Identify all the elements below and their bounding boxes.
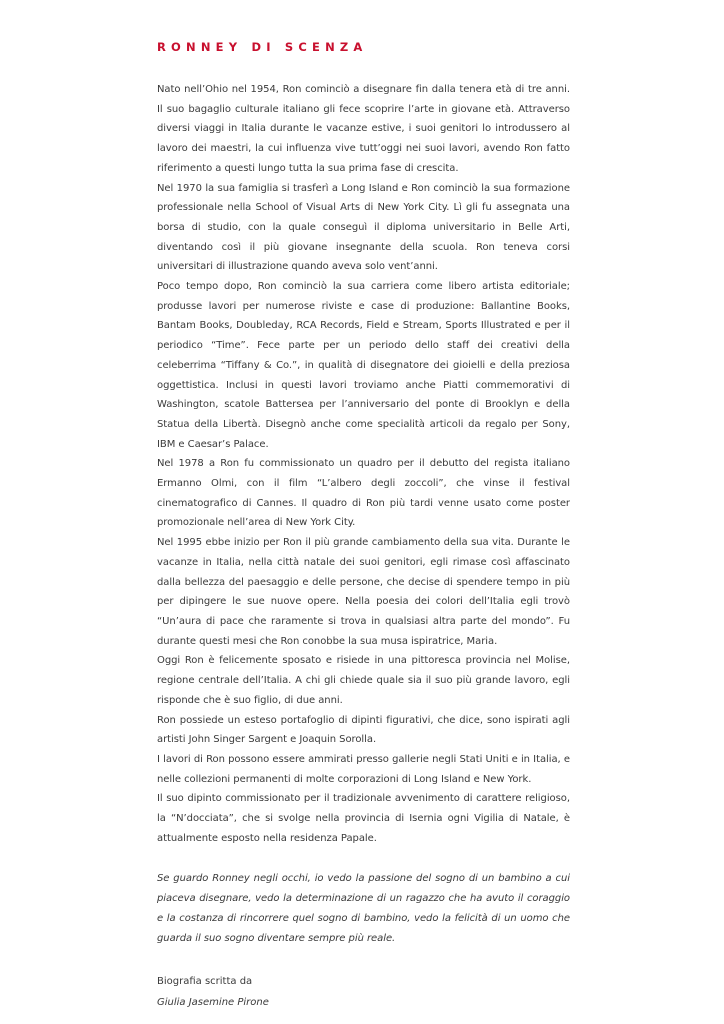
closing-quote: Se guardo Ronney negli occhi, io vedo la passione del sogno di un bambino a cui piaceva disegnare, vedo la determinazione di un ragazzo che ha avuto il coraggio e la costanza di rincorrere quel sogno di bambino, vedo la felicità di un uomo che guarda il suo sogno diventare sempre più reale. bbox=[157, 873, 570, 945]
bio-paragraph-5: Nel 1995 ebbe inizio per Ron il più grande cambiamento della sua vita. Durante le vacanze in Italia, nella città natale dei suoi genitori, egli rimase così affascinato dalla bellezza del paesaggio e delle persone, che decise di spendere tempo in più per dipingere le sue nuove opere. Nella poesia dei colori dell’Italia egli trovò “Un’aura di pace che raramente si trova in qualsiasi altra parte del mondo”. Fu durante questi mesi che Ron conobbe la sua musa ispiratrice, Maria. bbox=[157, 537, 570, 647]
document-page bbox=[157, 40, 570, 1013]
author-credit bbox=[157, 971, 570, 1013]
bio-paragraph-7: Ron possiede un esteso portafoglio di dipinti figurativi, che dice, sono ispirati agli artisti John Singer Sargent e Joaquin Sorolla. bbox=[157, 714, 570, 746]
bio-paragraph-9: Il suo dipinto commissionato per il tradizionale avvenimento di carattere religioso, la “N’docciata”, che si svolge nella provincia di Isernia ogni Vigilia di Natale, è attualmente esposto nella residenza Papale. bbox=[157, 793, 570, 844]
credit-author: Giulia Jasemine Pirone bbox=[157, 997, 269, 1009]
bio-paragraph-3: Poco tempo dopo, Ron cominciò la sua carriera come libero artista editoriale; produsse lavori per numerose riviste e case di produzione: Ballantine Books, Bantam Books, Doubleday, RCA Records, Field e Stream, Sports Illustrated e per il periodico “Time”. Fece parte per un periodo dello staff dei creativi della celeberrima “Tiffany & Co.”, in qualità di disegnatore dei gioielli e della preziosa oggettistica. Inclusi in questi lavori troviamo anche Piatti commemorativi di Washington, scatole Battersea per l’anniversario del ponte di Brooklyn e della Statua della Libertà. Disegnò anche come specialità articoli da regalo per Sony, IBM e Caesar’s Palace. bbox=[157, 281, 570, 450]
page-title: RONNEY DI SCENZA bbox=[157, 40, 368, 54]
credit-label: Biografia scritta da bbox=[157, 976, 253, 988]
biography-body bbox=[157, 80, 570, 848]
bio-paragraph-8: I lavori di Ron possono essere ammirati presso gallerie negli Stati Uniti e in Italia, e nelle collezioni permanenti di molte corporazioni di Long Island e New York. bbox=[157, 753, 570, 785]
bio-paragraph-4: Nel 1978 a Ron fu commissionato un quadro per il debutto del regista italiano Ermanno Olmi, con il film “L’albero degli zoccoli”, che vinse il festival cinematografico di Cannes. Il quadro di Ron più tardi venne usato come poster promozionale nell’area di New York City. bbox=[157, 458, 570, 529]
bio-paragraph-2: Nel 1970 la sua famiglia si trasferì a Long Island e Ron cominciò la sua formazione professionale nella School of Visual Arts di New York City. Lì gli fu assegnata una borsa di studio, con la quale conseguì il diploma universitario in Belle Arti, diventando così il più giovane insegnante della scuola. Ron teneva corsi universitari di illustrazione quando aveva solo vent’anni. bbox=[157, 182, 570, 273]
bio-paragraph-1: Nato nell’Ohio nel 1954, Ron cominciò a disegnare fin dalla tenera età di tre anni. Il suo bagaglio culturale italiano gli fece scoprire l’arte in giovane età. Attraverso diversi viaggi in Italia durante le vacanze estive, i suoi genitori lo introdussero al lavoro dei maestri, la cui influenza vive tutt’oggi nei suoi lavori, avendo Ron fatto riferimento a questi lungo tutta la sua prima fase di crescita. bbox=[157, 84, 570, 174]
bio-paragraph-6: Oggi Ron è felicemente sposato e risiede in una pittoresca provincia nel Molise, regione centrale dell’Italia. A chi gli chiede quale sia il suo più grande lavoro, egli risponde che è suo figlio, di due anni. bbox=[157, 655, 570, 706]
